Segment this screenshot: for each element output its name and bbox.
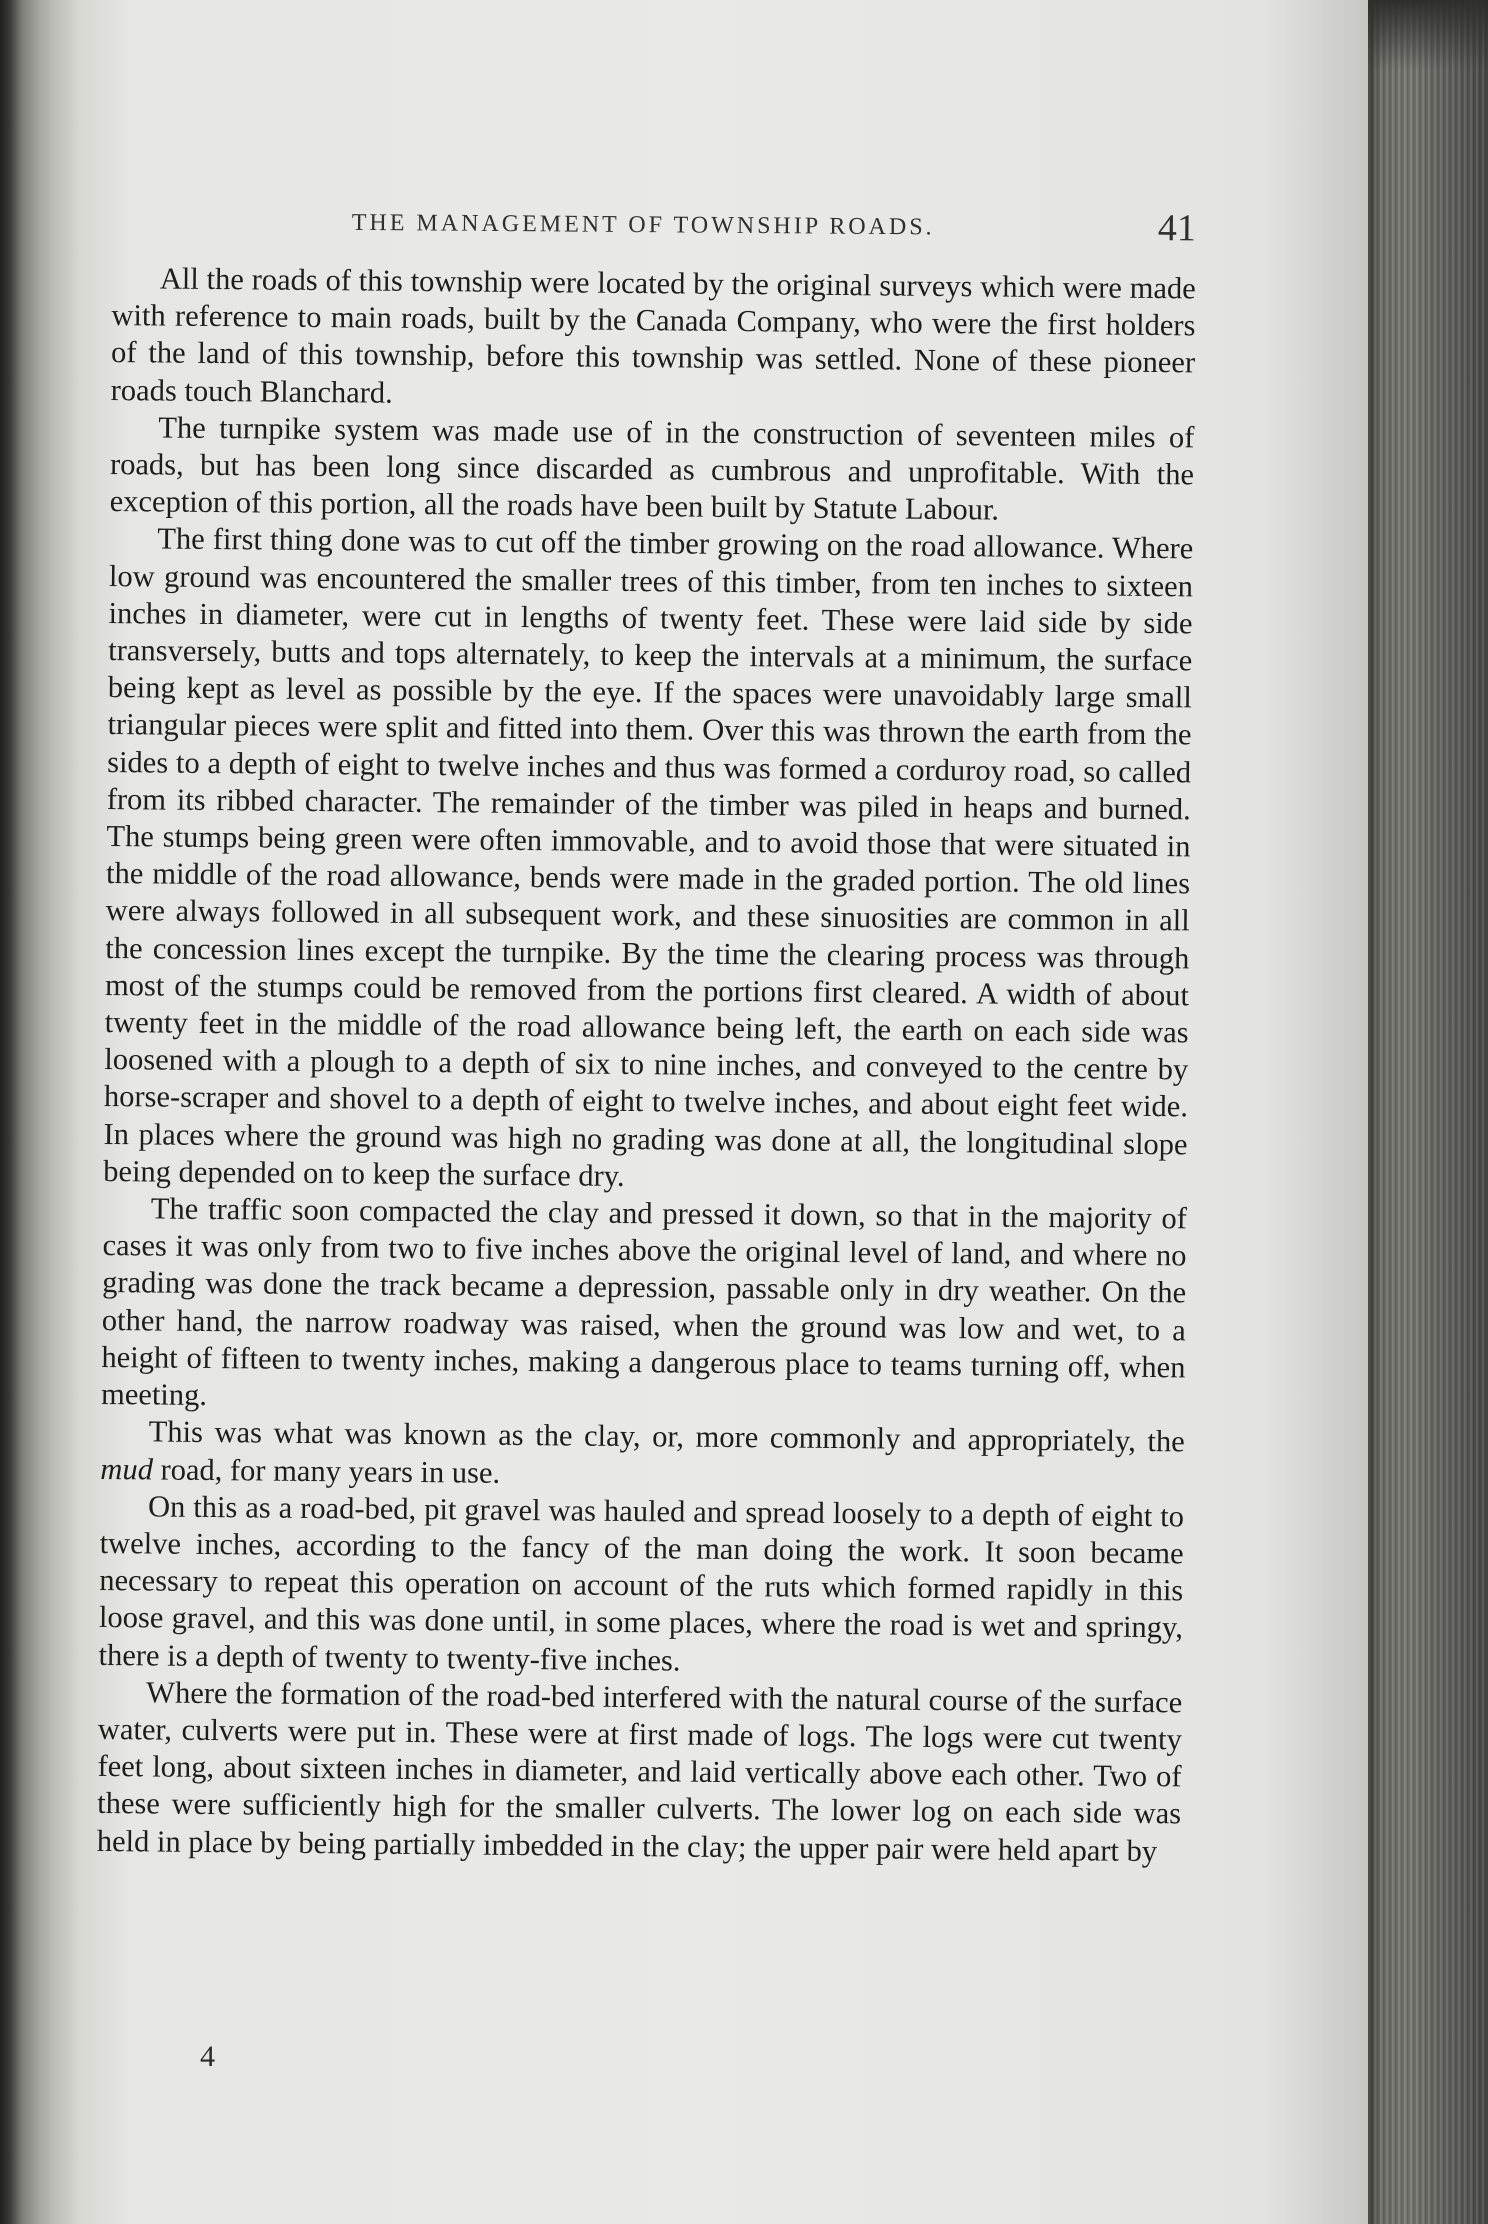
page-number: 41	[1157, 207, 1196, 250]
paragraph: All the roads of this township were located by the original surveys which were made with reference to main roads, built by the Canada Company, who were the first holders of the land of this township, before this township was settled. None of these pioneer roads touch Blanchard.	[110, 261, 1196, 410]
book-edge-shadow	[1368, 0, 1488, 70]
body-text	[97, 260, 1196, 1870]
paragraph: The traffic soon compacted the clay and pressed it down, so that in the majority of cases it was only from two to five inches above the original level of land, and where no grading was done the track became a depression, passable only in dry weather. On the other hand, the narrow roadway was raised, when the ground was low and wet, to a height of fifteen to twenty inches, making a dangerous place to teams turning off, when meeting.	[100, 1191, 1188, 1413]
paragraph: The turnpike system was made use of in the construction of seventeen miles of roads, but has been long since discarded as cumbrous and unprofitable. With the exception of this portion, all the roads have been built by Statute Labour.	[109, 410, 1195, 527]
paragraph: On this as a road-bed, pit gravel was hauled and spread loosely to a depth of eight to twelve inches, according to the fancy of the man doing the work. It soon became necessary to repeat this operation on account of the ruts which formed rapidly in this loose gravel, and this was done until, in some places, where the road is wet and springy, there is a depth of twenty to twenty-five inches.	[98, 1489, 1185, 1678]
running-head	[120, 198, 1196, 258]
paragraph-text: road, for many years in use.	[152, 1451, 501, 1490]
emphasized-word: mud	[100, 1451, 154, 1486]
running-head-title: THE MANAGEMENT OF TOWNSHIP ROADS.	[351, 209, 935, 241]
paragraph: Where the formation of the road-bed interfered with the natural course of the surface water, culverts were put in. These were at first made of logs. The logs were cut twenty feet long, about sixteen inches in diameter, and laid vertically above each other. Two of these were sufficiently high for the smaller culverts. The lower log on each side was held in place by being partially imbedded in the clay; the upper pair were held apart by	[96, 1675, 1183, 1868]
paragraph	[100, 1413, 1185, 1498]
paragraph-text: This was what was known as the clay, or, more commonly and appropriately, the	[148, 1414, 1185, 1459]
book-fore-edge	[1368, 0, 1488, 2224]
paragraph: The first thing done was to cut off the timber growing on the road allowance. Where low ground was encountered the smaller trees of this timber, from ten inches to sixteen inches in diameter, were cut in lengths of twenty feet. These were laid side by side transversely, butts and tops alternately, to keep the intervals at a minimum, the surface being kept as level as possible by the eye. If the spaces were unavoidably large small triangular pieces were split and fitted into them. Over this was thrown the earth from the sides to a depth of eight to twelve inches and thus was formed a corduroy road, so called from its ribbed character. The remainder of the timber was piled in heaps and burned. The stumps being green were often immovable, and to avoid those that were situated in the middle of the road allowance, bends were made in the graded portion. The old lines were always followed in all subsequent work, and these sinuosities are common in all the concession lines except the turnpike. By the time the clearing process was through most of the stumps could be removed from the portions first cleared. A width of about twenty feet in the middle of the road allowance being left, the earth on each side was loosened with a plough to a depth of six to nine inches, and conveyed to the centre by horse-scraper and shovel to a depth of eight to twelve inches, and about eight feet wide. In places where the ground was high no grading was done at all, the longitudinal slope being depended on to keep the surface dry.	[103, 521, 1194, 1193]
signature-mark: 4	[200, 2040, 215, 2073]
